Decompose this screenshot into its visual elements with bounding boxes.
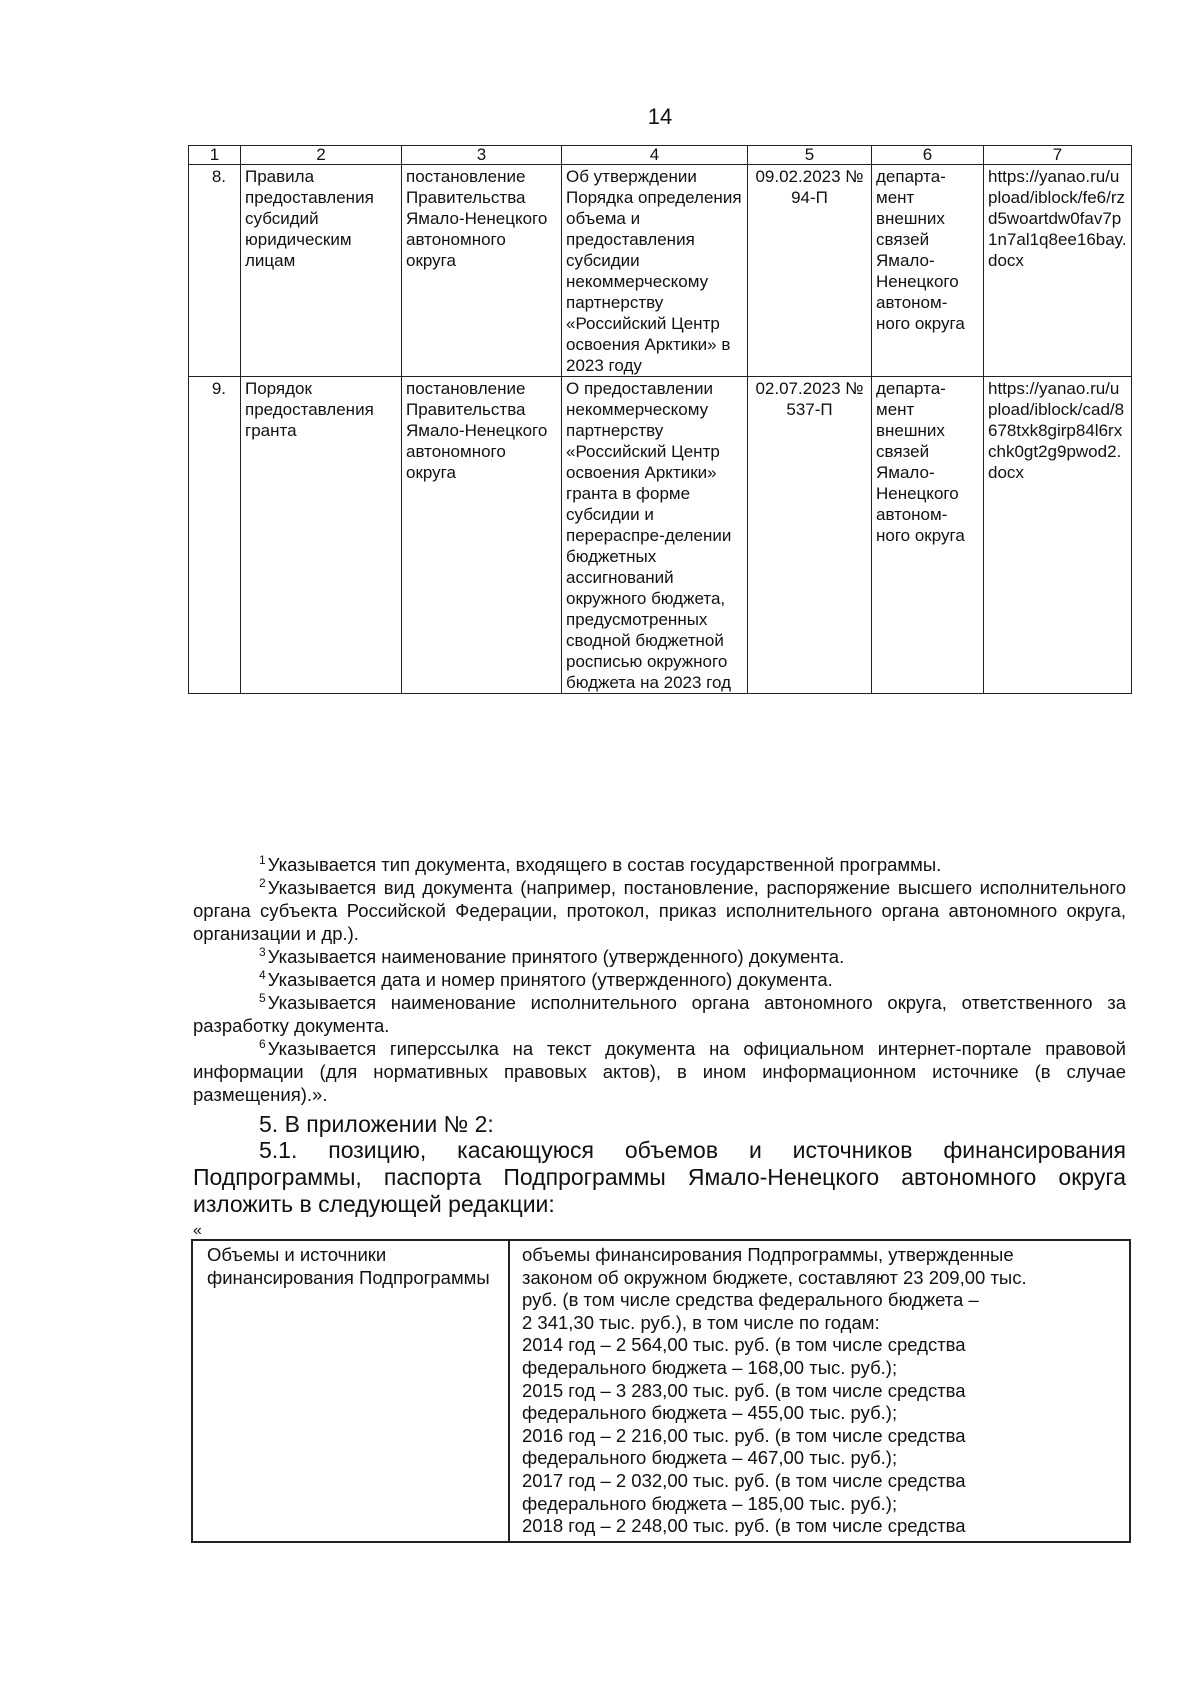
footnote-mark: 1: [259, 853, 266, 867]
table-header-row: [189, 146, 1132, 165]
passport-line: федерального бюджета – 467,00 тыс. руб.);: [522, 1447, 898, 1469]
row-doc-type: постановление Правительства Ямало-Ненецкого автономного округа: [402, 377, 562, 694]
passport-line: федерального бюджета – 185,00 тыс. руб.);: [522, 1492, 898, 1514]
footnote-text: Указывается наименование исполнительного органа автономного округа, ответственного за разработку документа.: [193, 992, 1126, 1036]
footnote-text: Указывается вид документа (например, постановление, распоряжение высшего исполнительного органа субъекта Российской Федерации, протокол, приказ исполнительного органа автономного округа, организации и др.).: [193, 877, 1126, 944]
passport-line: 2 341,30 тыс. руб.), в том числе по годам:: [522, 1311, 880, 1333]
header-cell: 1: [189, 146, 241, 165]
table-row: [189, 165, 1132, 377]
passport-row: [192, 1240, 1130, 1542]
passport-line: федерального бюджета – 455,00 тыс. руб.);: [522, 1402, 898, 1424]
table-row: [189, 377, 1132, 694]
passport-line: законом об окружном бюджете, составляют 23 209,00 тыс.: [522, 1266, 1027, 1288]
passport-value: [509, 1240, 1130, 1542]
footnote-text: Указывается наименование принятого (утвержденного) документа.: [267, 946, 845, 967]
footnote-text: Указывается дата и номер принятого (утвержденного) документа.: [267, 969, 833, 990]
footnote-mark: 3: [259, 945, 266, 959]
footnote-text: Указывается тип документа, входящего в состав государственной программы.: [267, 854, 942, 875]
row-name: Правила предоставления субсидий юридическим лицам: [241, 165, 402, 377]
footnote-mark: 5: [259, 991, 266, 1005]
passport-line: 2017 год – 2 032,00 тыс. руб. (в том числе средства: [522, 1469, 966, 1491]
header-cell: 7: [984, 146, 1132, 165]
row-number: 9.: [189, 377, 241, 694]
passport-table: [191, 1239, 1131, 1543]
row-url[interactable]: https://yanao.ru/upload/iblock/cad/8678txk8girp84l6rxchk0gt2g9pwod2.docx: [984, 377, 1132, 694]
footnote: [193, 945, 1126, 968]
footnote: [193, 876, 1126, 945]
section-5-heading: 5. В приложении № 2:: [259, 1111, 494, 1137]
section-5-1-text: 5.1. позицию, касающуюся объемов и источников финансирования Подпрограммы, паспорта Подпрограммы Ямало-Ненецкого автономного округа изложить в следующей редакции:: [193, 1137, 1126, 1217]
documents-table: [188, 145, 1132, 694]
passport-line: 2016 год – 2 216,00 тыс. руб. (в том числе средства: [522, 1424, 966, 1446]
footnote-text: Указывается гиперссылка на текст документа на официальном интернет-портале правовой информации (для нормативных правовых актов), в ином информационном источнике (в случае размещения).».: [193, 1038, 1126, 1105]
passport-line: 2015 год – 3 283,00 тыс. руб. (в том числе средства: [522, 1379, 966, 1401]
passport-label: Объемы и источники финансирования Подпрограммы: [192, 1240, 509, 1542]
passport-line: федерального бюджета – 168,00 тыс. руб.);: [522, 1356, 898, 1378]
row-name: Порядок предоставления гранта: [241, 377, 402, 694]
header-cell: 2: [241, 146, 402, 165]
page-number: 14: [647, 104, 673, 129]
footnote-mark: 4: [259, 968, 266, 982]
passport-line: 2014 год – 2 564,00 тыс. руб. (в том числе средства: [522, 1334, 966, 1356]
header-cell: 3: [402, 146, 562, 165]
header-cell: 6: [872, 146, 984, 165]
footnote: [193, 991, 1126, 1037]
footnote: [193, 968, 1126, 991]
header-cell: 5: [748, 146, 872, 165]
footnote-mark: 2: [259, 876, 266, 890]
row-url[interactable]: https://yanao.ru/upload/iblock/fe6/rzd5woartdw0fav7p1n7al1q8ee16bay.docx: [984, 165, 1132, 377]
opening-quote: «: [193, 1222, 202, 1239]
row-executor: департа-мент внешних связей Ямало-Ненецкого автоном-ного округа: [872, 377, 984, 694]
row-title: О предоставлении некоммерческому партнерству «Российский Центр освоения Арктики» гранта в форме субсидии и перераспре-делении бюджетных ассигнований окружного бюджета, предусмотренных сводной бюджетной росписью окружного бюджета на 2023 год: [562, 377, 748, 694]
footnote: [193, 853, 1126, 876]
footnotes: [193, 853, 1126, 1106]
passport-line: руб. (в том числе средства федерального бюджета –: [522, 1289, 979, 1311]
header-cell: 4: [562, 146, 748, 165]
passport-line: объемы финансирования Подпрограммы, утвержденные: [522, 1244, 1014, 1265]
passport-line: 2018 год – 2 248,00 тыс. руб. (в том числе средства: [522, 1515, 966, 1537]
row-executor: департа-мент внешних связей Ямало-Ненецкого автоном-ного округа: [872, 165, 984, 377]
footnote-mark: 6: [259, 1037, 266, 1051]
row-number: 8.: [189, 165, 241, 377]
row-date-number: 02.07.2023 № 537-П: [748, 377, 872, 694]
row-date-number: 09.02.2023 № 94-П: [748, 165, 872, 377]
row-doc-type: постановление Правительства Ямало-Ненецкого автономного округа: [402, 165, 562, 377]
row-title: Об утверждении Порядка определения объема и предоставления субсидии некоммерческому партнерству «Российский Центр освоения Арктики» в 2023 году: [562, 165, 748, 377]
footnote: [193, 1037, 1126, 1106]
